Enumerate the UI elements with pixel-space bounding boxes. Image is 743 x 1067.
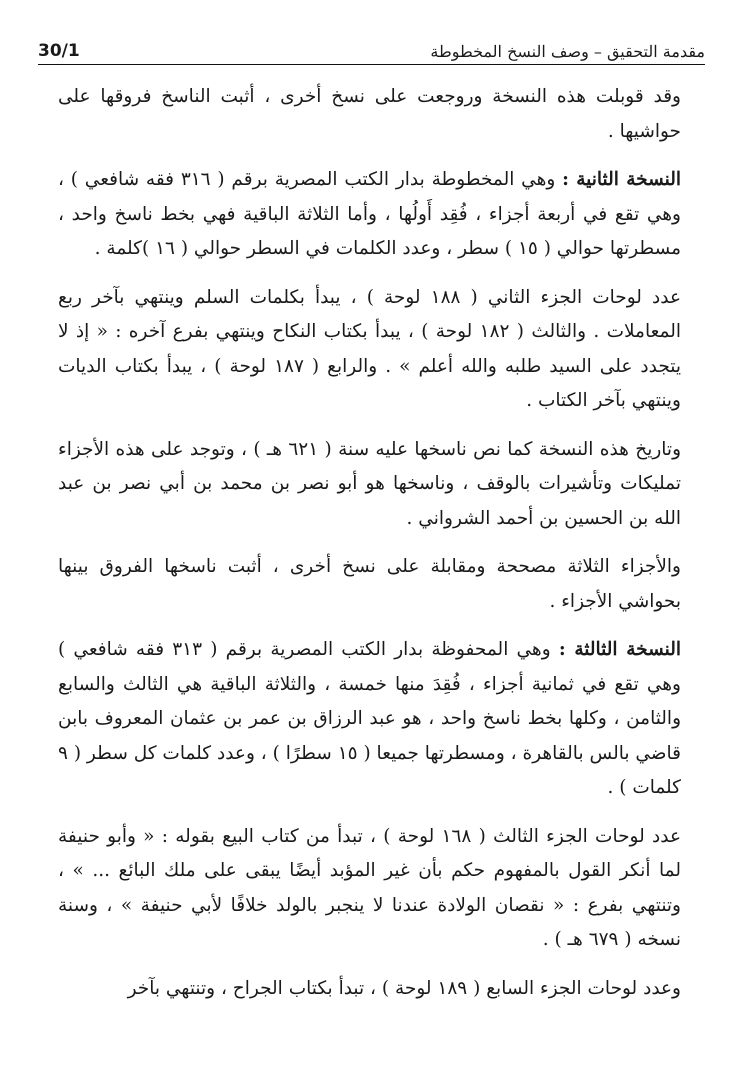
page-header <box>38 36 705 65</box>
paragraph-text: وهي المحفوظة بدار الكتب المصرية برقم ( ٣١٣ فقه شافعي ) وهي تقع في ثمانية أجزاء ، فُقِدَ منها خمسة ، والثلاثة الباقية هي الثالث والسابع والثامن ، وكلها بخط ناسخ واحد ، هو عبد الرزاق بن عمر بن عثمان المعروف بابن قاضي بالس بالقاهرة ، ومسطرتها جميعا ( ١٥ سطرًا ) ، وعدد كلمات كل سطر ( ٩ كلمات ) . <box>58 639 681 798</box>
paragraph-5 <box>58 550 681 619</box>
paragraph-lead: النسخة الثالثة : <box>558 639 681 660</box>
paragraph-3 <box>58 281 681 419</box>
paragraph-text: وتاريخ هذه النسخة كما نص ناسخها عليه سنة ( ٦٢١ هـ ) ، وتوجد على هذه الأجزاء تمليكات وتأشيرات بالوقف ، وناسخها هو أبو نصر بن محمد بن أبي نصر بن عبد الله بن الحسين بن أحمد الشرواني . <box>58 438 682 529</box>
paragraph-6 <box>58 633 681 806</box>
paragraph-text: وقد قوبلت هذه النسخة وروجعت على نسخ أخرى ، أثبت الناسخ فروقها على حواشيها . <box>58 86 681 142</box>
paragraph-lead: النسخة الثانية : <box>562 169 681 190</box>
paragraph-text: عدد لوحات الجزء الثالث ( ١٦٨ لوحة ) ، تبدأ من كتاب البيع بقوله : « وأبو حنيفة لما أنكر القول بالمفهوم حكم بأن غير المؤبد أيضًا يبقى على ملك البائع ... » ، وتنتهي بفرع : « نقصان الولادة عندنا لا ينجبر بالولد خلافًا لأبي حنيفة » ، وسنة نسخه ( ٦٧٩ هـ ) . <box>58 825 681 950</box>
paragraph-8 <box>58 972 681 1007</box>
paragraph-text: عدد لوحات الجزء الثاني ( ١٨٨ لوحة ) ، يبدأ بكلمات السلم وينتهي بآخر ربع المعاملات . والثالث ( ١٨٢ لوحة ) ، يبدأ بكتاب النكاح وينتهي بفرع آخره : « إذ لا يتجدد على السيد طلبه والله أعلم » . والرابع ( ١٨٧ لوحة ) ، يبدأ بكتاب الديات وينتهي بآخر الكتاب . <box>58 286 681 411</box>
body-text <box>58 80 681 1020</box>
paragraph-text: وعدد لوحات الجزء السابع ( ١٨٩ لوحة ) ، تبدأ بكتاب الجراح ، وتنتهي بآخر <box>127 977 681 999</box>
paragraph-4 <box>58 433 681 537</box>
running-title: مقدمة التحقيق – وصف النسخ المخطوطة <box>430 42 705 61</box>
page-number: 30/1 <box>38 41 80 61</box>
paragraph-1 <box>58 80 681 149</box>
paragraph-text: وهي المخطوطة بدار الكتب المصرية برقم ( ٣١٦ فقه شافعي ) ، وهي تقع في أربعة أجزاء ، فُقِد أَولُها ، وأما الثلاثة الباقية فهي بخط ناسخ واحد ، مسطرتها حوالي ( ١٥ ) سطر ، وعدد الكلمات في السطر حوالي ( ١٦ )كلمة . <box>58 169 681 259</box>
paragraph-7 <box>58 820 681 958</box>
paragraph-2 <box>58 163 681 267</box>
paragraph-text: والأجزاء الثلاثة مصححة ومقابلة على نسخ أخرى ، أثبت ناسخها الفروق بينها بحواشي الأجزاء . <box>58 556 681 612</box>
